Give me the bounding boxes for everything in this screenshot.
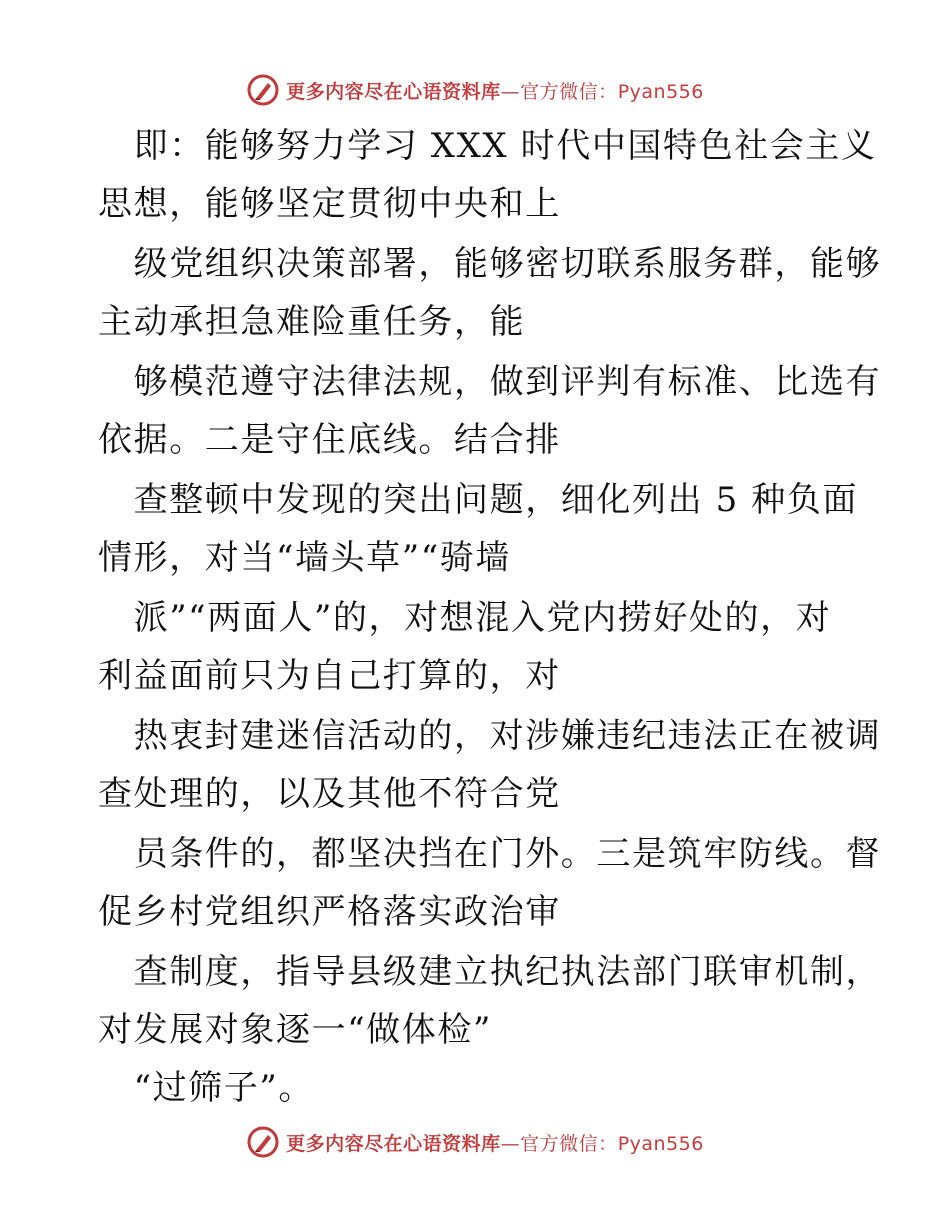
text-line: 情形，对当“墙头草”“骑墙	[98, 538, 511, 578]
footer-dash: —	[500, 1132, 521, 1155]
header-label: 官方微信：	[520, 80, 618, 103]
text-line: 够模范遵守法律法规，做到评判有标准、比选有	[98, 362, 882, 402]
text-line: 查整顿中发现的突出问题，细化列出 5 种负面	[98, 480, 859, 520]
text-line: 级党组织决策部署，能够密切联系服务群，能够	[98, 244, 882, 284]
footer-account: Pyan556	[617, 1132, 704, 1155]
text-line: 主动承担急难险重任务，能	[98, 302, 526, 342]
header-banner-inner	[246, 73, 704, 107]
text-line: 对发展对象逐一“做体检”	[98, 1010, 492, 1050]
text-line: 热衷封建迷信活动的，对涉嫌违纪违法正在被调	[98, 716, 882, 756]
text-line: 派”“两面人”的，对想混入党内捞好处的，对	[98, 598, 832, 638]
footer-banner-inner	[246, 1125, 704, 1159]
text-line: 思想，能够坚定贯彻中央和上	[98, 184, 561, 224]
text-line: 利益面前只为自己打算的，对	[98, 656, 561, 696]
pen-logo-icon	[246, 1125, 280, 1159]
footer-banner	[0, 1122, 950, 1162]
text-line: 依据。二是守住底线。结合排	[98, 420, 561, 460]
header-banner	[0, 70, 950, 110]
text-line: 查处理的，以及其他不符合党	[98, 774, 561, 814]
header-dash: —	[500, 80, 521, 103]
footer-site-text: 更多内容尽在心语资料库	[286, 1132, 501, 1155]
pen-logo-icon	[246, 73, 280, 107]
footer-text	[286, 1129, 704, 1156]
text-line: 即：能够努力学习 XXX 时代中国特色社会主义	[98, 126, 877, 166]
header-account: Pyan556	[617, 80, 704, 103]
text-line: 促乡村党组织严格落实政治审	[98, 892, 561, 932]
text-line: 查制度，指导县级建立执纪执法部门联审机制，	[98, 952, 882, 992]
text-line: “过筛子”。	[98, 1068, 314, 1108]
header-text	[286, 77, 704, 104]
header-site-text: 更多内容尽在心语资料库	[286, 80, 501, 103]
text-line: 员条件的，都坚决挡在门外。三是筑牢防线。督	[98, 834, 882, 874]
footer-label: 官方微信：	[520, 1132, 618, 1155]
